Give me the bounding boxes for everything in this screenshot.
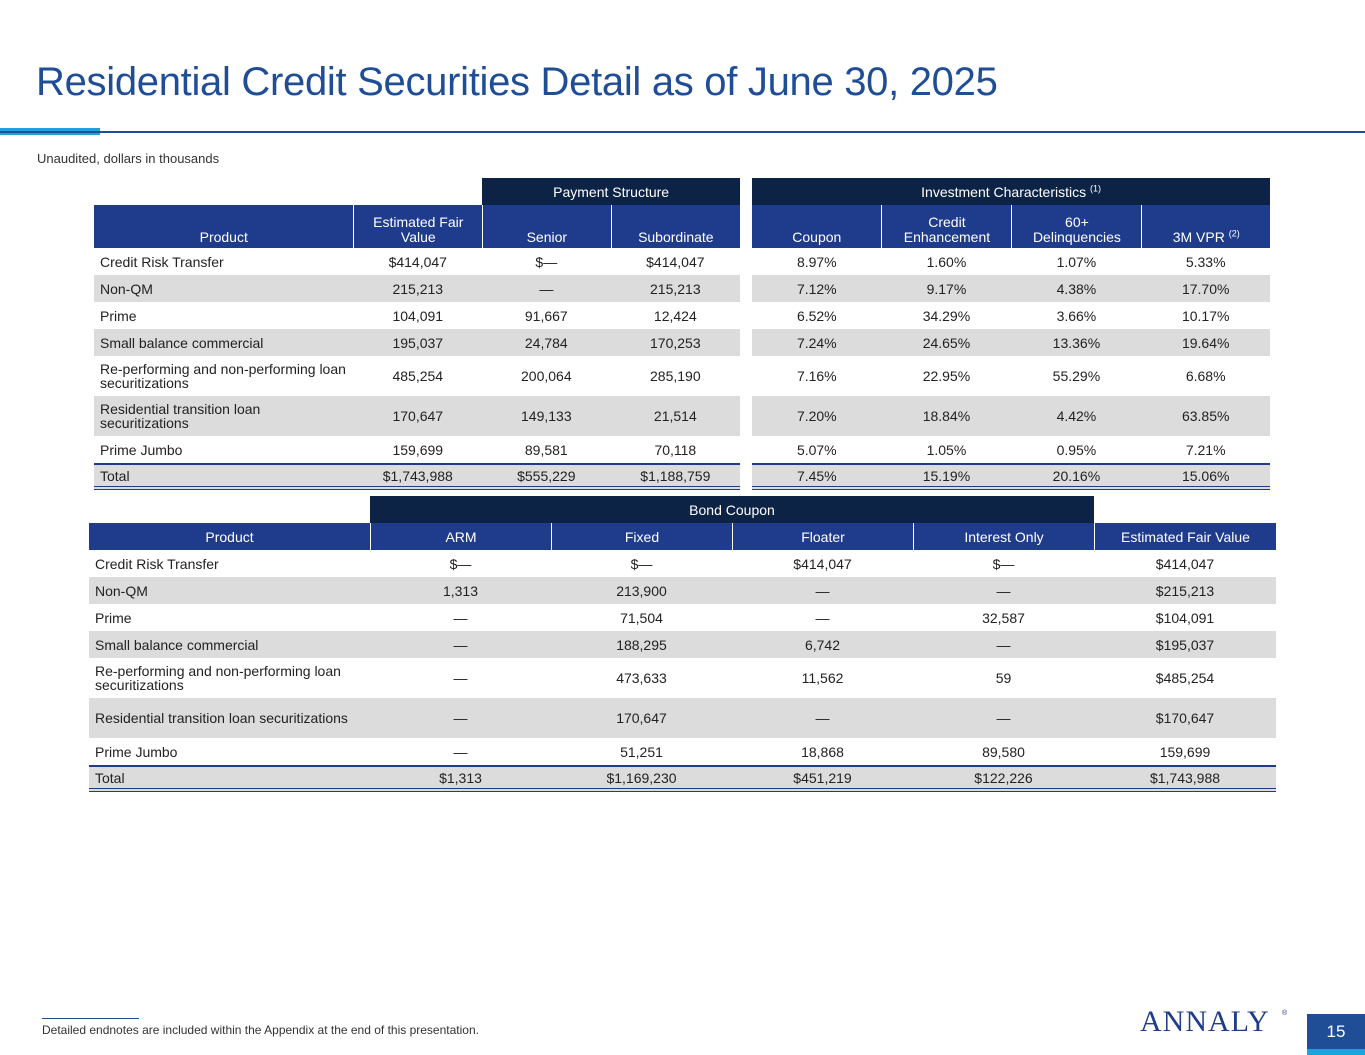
cell-credit-enhancement: 24.65% bbox=[881, 329, 1011, 356]
cell-subordinate: 285,190 bbox=[650, 368, 701, 384]
cell-fair-value: 195,037 bbox=[353, 329, 482, 356]
cell-delinquencies: 4.38% bbox=[1011, 275, 1141, 302]
footnote-ref-2: (2) bbox=[1228, 228, 1240, 239]
group-header-payment-structure: Payment Structure bbox=[482, 178, 740, 205]
column-gap bbox=[740, 396, 752, 436]
cell-product: Credit Risk Transfer bbox=[95, 555, 219, 572]
cell-vpr: 7.21% bbox=[1185, 441, 1226, 458]
cell-fair-value: $485,254 bbox=[1155, 670, 1215, 686]
cell-arm: — bbox=[453, 670, 468, 686]
col-header-fair-value bbox=[353, 205, 482, 248]
cell-floater: $414,047 bbox=[793, 555, 852, 572]
column-gap bbox=[740, 275, 752, 302]
col-header-arm: ARM bbox=[370, 523, 551, 550]
cell-fair-value: 159,699 bbox=[1159, 743, 1211, 760]
cell-subordinate: 215,213 bbox=[611, 275, 741, 302]
cell-arm: $— bbox=[449, 555, 472, 572]
cell-interest-only: — bbox=[913, 631, 1094, 658]
cell-delinquencies: 0.95% bbox=[1056, 441, 1097, 458]
cell-coupon: 7.20% bbox=[752, 396, 881, 436]
payment-structure-table bbox=[94, 178, 1270, 490]
cell-floater: — bbox=[815, 609, 830, 626]
cell-subordinate: 70,118 bbox=[654, 441, 697, 458]
col-header-product: Product bbox=[89, 523, 370, 550]
table-row bbox=[89, 631, 1276, 658]
table-row bbox=[94, 356, 1270, 396]
cell-fair-value: $1,743,988 bbox=[353, 463, 482, 490]
cell-interest-only: 59 bbox=[995, 670, 1012, 686]
annaly-logo: ANNALY bbox=[1140, 1005, 1270, 1038]
col-header-floater: Floater bbox=[732, 523, 913, 550]
column-gap bbox=[740, 302, 752, 329]
footnote: Detailed endnotes are included within the Appendix at the end of this presentation. bbox=[42, 1023, 479, 1037]
cell-fixed: 188,295 bbox=[551, 631, 732, 658]
cell-floater: — bbox=[732, 698, 913, 738]
cell-senior: 89,581 bbox=[524, 441, 568, 458]
cell-product: Small balance commercial bbox=[94, 329, 353, 356]
registered-mark: ® bbox=[1282, 1010, 1288, 1017]
cell-senior: — bbox=[482, 275, 610, 302]
cell-coupon: 8.97% bbox=[796, 253, 837, 270]
cell-floater: 6,742 bbox=[732, 631, 913, 658]
cell-subordinate: $414,047 bbox=[646, 253, 705, 270]
col-header-coupon: Coupon bbox=[752, 205, 881, 248]
cell-fixed: 473,633 bbox=[616, 670, 667, 686]
cell-senior: 149,133 bbox=[482, 396, 610, 436]
col-header-credit-enhancement-label: Credit Enhancement bbox=[903, 214, 991, 245]
cell-product: Prime bbox=[100, 307, 137, 324]
table-row bbox=[89, 604, 1276, 631]
cell-product: Total bbox=[94, 463, 353, 490]
cell-product: Non-QM bbox=[94, 275, 353, 302]
cell-fixed: 170,647 bbox=[551, 698, 732, 738]
cell-vpr: 19.64% bbox=[1141, 329, 1270, 356]
col-header-subordinate: Subordinate bbox=[611, 205, 741, 248]
cell-vpr: 15.06% bbox=[1141, 463, 1270, 490]
cell-vpr: 5.33% bbox=[1185, 253, 1226, 270]
cell-fair-value: $1,743,988 bbox=[1094, 765, 1276, 792]
cell-delinquencies: 20.16% bbox=[1011, 463, 1141, 490]
cell-senior: 200,064 bbox=[521, 368, 572, 384]
cell-product: Prime Jumbo bbox=[100, 441, 183, 458]
cell-coupon: 7.45% bbox=[752, 463, 881, 490]
group-header-bond-coupon: Bond Coupon bbox=[370, 496, 1094, 523]
cell-senior: $— bbox=[535, 253, 558, 270]
cell-interest-only: $— bbox=[992, 555, 1015, 572]
cell-fair-value: 485,254 bbox=[392, 368, 444, 384]
cell-fair-value: $195,037 bbox=[1094, 631, 1276, 658]
cell-coupon: 7.16% bbox=[796, 368, 837, 384]
footnote-ref-1: (1) bbox=[1089, 182, 1101, 193]
table-row bbox=[89, 658, 1276, 698]
cell-product: Total bbox=[89, 765, 370, 792]
cell-arm: $1,313 bbox=[370, 765, 551, 792]
cell-fair-value: $414,047 bbox=[388, 253, 447, 270]
cell-credit-enhancement: 22.95% bbox=[922, 368, 971, 384]
cell-fair-value: $414,047 bbox=[1155, 555, 1215, 572]
cell-product: Small balance commercial bbox=[89, 631, 370, 658]
table-row bbox=[89, 698, 1276, 738]
cell-senior: 91,667 bbox=[524, 307, 568, 324]
col-header-fair-value-label: Estimated Fair Value bbox=[373, 214, 464, 245]
col-header-fair-value: Estimated Fair Value bbox=[1094, 523, 1276, 550]
cell-delinquencies: 4.42% bbox=[1011, 396, 1141, 436]
table-row bbox=[89, 738, 1276, 765]
col-header-interest-only: Interest Only bbox=[913, 523, 1094, 550]
col-header-product: Product bbox=[94, 205, 353, 248]
cell-credit-enhancement: 15.19% bbox=[881, 463, 1011, 490]
group-header-investment-characteristics bbox=[752, 178, 1270, 205]
cell-interest-only: — bbox=[913, 698, 1094, 738]
cell-fair-value: $215,213 bbox=[1094, 577, 1276, 604]
col-header-delinquencies bbox=[1011, 205, 1141, 248]
page-subtitle: Unaudited, dollars in thousands bbox=[37, 151, 220, 166]
column-gap bbox=[740, 329, 752, 356]
cell-fair-value: 170,647 bbox=[353, 396, 482, 436]
title-rule bbox=[0, 131, 1365, 133]
table-row bbox=[94, 329, 1270, 356]
bond-coupon-table bbox=[89, 496, 1276, 792]
cell-fair-value: $170,647 bbox=[1094, 698, 1276, 738]
col-header-fixed: Fixed bbox=[551, 523, 732, 550]
cell-product: Re-performing and non-performing loan securitizations bbox=[100, 361, 346, 391]
cell-credit-enhancement: 34.29% bbox=[922, 307, 971, 324]
cell-interest-only: 89,580 bbox=[982, 743, 1025, 760]
cell-vpr: 6.68% bbox=[1185, 368, 1226, 384]
cell-product: Residential transition loan securitizations bbox=[94, 396, 353, 436]
cell-credit-enhancement: 18.84% bbox=[881, 396, 1011, 436]
cell-interest-only: — bbox=[913, 577, 1094, 604]
cell-coupon: 7.12% bbox=[752, 275, 881, 302]
cell-subordinate: 21,514 bbox=[611, 396, 741, 436]
cell-coupon: 5.07% bbox=[796, 441, 837, 458]
table-row bbox=[94, 396, 1270, 436]
cell-fixed: 213,900 bbox=[551, 577, 732, 604]
cell-fair-value: $104,091 bbox=[1155, 609, 1215, 626]
cell-senior: $555,229 bbox=[482, 463, 610, 490]
column-gap bbox=[740, 356, 752, 396]
group-header-investment-label: Investment Characteristics bbox=[921, 183, 1087, 200]
page-number: 15 bbox=[1307, 1014, 1365, 1055]
cell-vpr: 17.70% bbox=[1141, 275, 1270, 302]
table-row bbox=[89, 577, 1276, 604]
cell-arm: — bbox=[453, 609, 468, 626]
cell-interest-only: 32,587 bbox=[982, 609, 1025, 626]
cell-fair-value: 215,213 bbox=[353, 275, 482, 302]
cell-floater: $451,219 bbox=[732, 765, 913, 792]
cell-subordinate: $1,188,759 bbox=[611, 463, 741, 490]
cell-arm: — bbox=[370, 698, 551, 738]
table-total-row bbox=[89, 765, 1276, 792]
cell-product: Residential transition loan securitizations bbox=[89, 698, 370, 738]
table-total-row bbox=[94, 463, 1270, 490]
cell-product: Non-QM bbox=[89, 577, 370, 604]
page-title: Residential Credit Securities Detail as of June 30, 2025 bbox=[36, 60, 998, 104]
col-header-senior: Senior bbox=[482, 205, 610, 248]
table-row bbox=[89, 550, 1276, 577]
column-gap bbox=[740, 463, 752, 490]
column-gap bbox=[740, 248, 752, 275]
cell-vpr: 10.17% bbox=[1181, 307, 1230, 324]
cell-credit-enhancement: 9.17% bbox=[881, 275, 1011, 302]
cell-product: Credit Risk Transfer bbox=[100, 253, 224, 270]
cell-interest-only: $122,226 bbox=[913, 765, 1094, 792]
table-row bbox=[94, 248, 1270, 275]
cell-subordinate: 170,253 bbox=[611, 329, 741, 356]
cell-arm: — bbox=[370, 631, 551, 658]
cell-floater: 18,868 bbox=[801, 743, 844, 760]
cell-product: Re-performing and non-performing loan securitizations bbox=[95, 663, 341, 693]
cell-floater: 11,562 bbox=[801, 670, 844, 686]
cell-fair-value: 104,091 bbox=[392, 307, 444, 324]
col-header-vpr-label: 3M VPR bbox=[1172, 229, 1225, 245]
cell-coupon: 7.24% bbox=[752, 329, 881, 356]
table-row bbox=[94, 436, 1270, 463]
table-row bbox=[94, 302, 1270, 329]
page-number-accent bbox=[1307, 1049, 1365, 1055]
cell-delinquencies: 3.66% bbox=[1056, 307, 1097, 324]
cell-senior: 24,784 bbox=[482, 329, 610, 356]
cell-product: Prime Jumbo bbox=[95, 743, 178, 760]
cell-delinquencies: 13.36% bbox=[1011, 329, 1141, 356]
cell-credit-enhancement: 1.05% bbox=[926, 441, 967, 458]
cell-arm: 1,313 bbox=[370, 577, 551, 604]
cell-fixed: 51,251 bbox=[620, 743, 663, 760]
cell-fair-value: 159,699 bbox=[392, 441, 444, 458]
cell-product: Prime bbox=[95, 609, 132, 626]
col-header-delinquencies-label: 60+ Delinquencies bbox=[1032, 214, 1121, 245]
col-header-credit-enhancement bbox=[881, 205, 1011, 248]
cell-arm: — bbox=[453, 743, 468, 760]
cell-fixed: $1,169,230 bbox=[551, 765, 732, 792]
cell-credit-enhancement: 1.60% bbox=[926, 253, 967, 270]
cell-coupon: 6.52% bbox=[796, 307, 837, 324]
cell-floater: — bbox=[732, 577, 913, 604]
col-header-vpr bbox=[1141, 205, 1270, 248]
cell-delinquencies: 1.07% bbox=[1056, 253, 1097, 270]
table-row bbox=[94, 275, 1270, 302]
cell-vpr: 63.85% bbox=[1141, 396, 1270, 436]
footnote-rule bbox=[42, 1018, 139, 1019]
cell-delinquencies: 55.29% bbox=[1052, 368, 1101, 384]
cell-subordinate: 12,424 bbox=[653, 307, 697, 324]
cell-fixed: 71,504 bbox=[620, 609, 663, 626]
cell-fixed: $— bbox=[630, 555, 653, 572]
column-gap bbox=[740, 436, 752, 463]
